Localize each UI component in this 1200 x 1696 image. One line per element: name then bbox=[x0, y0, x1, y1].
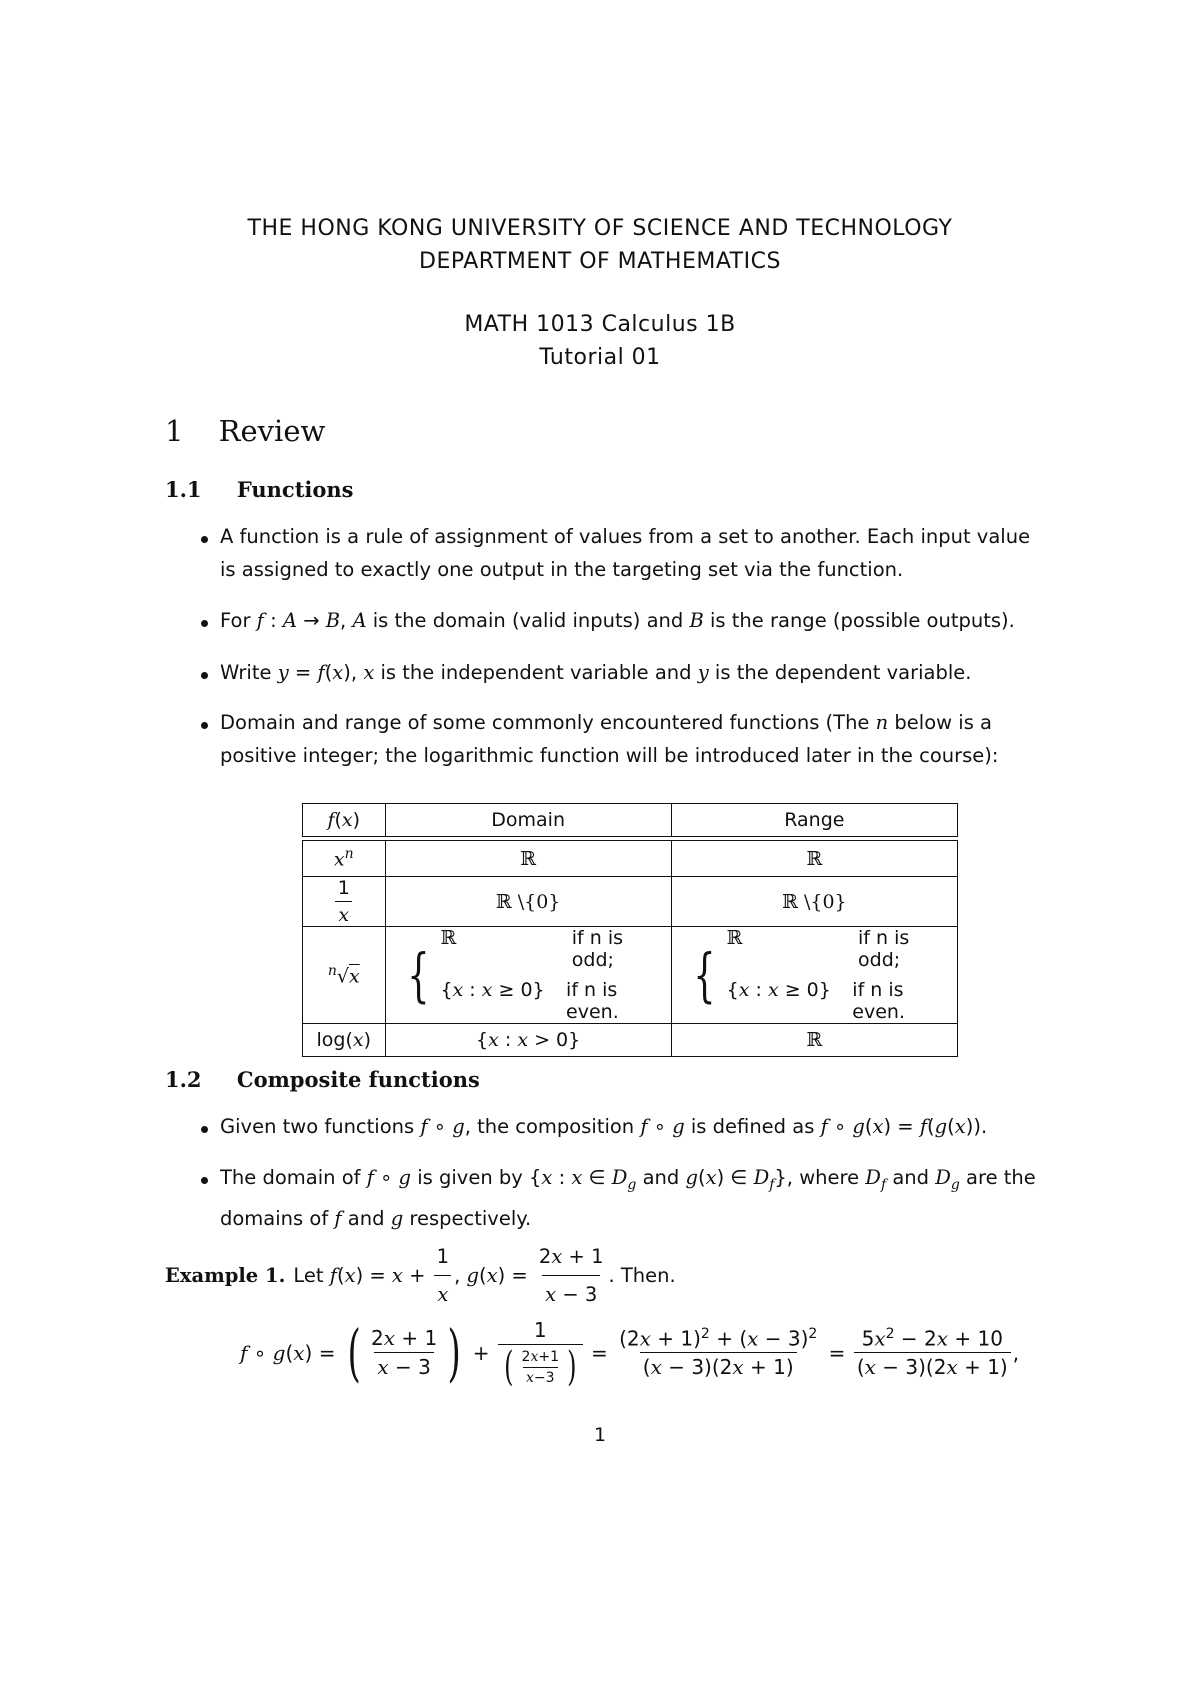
bullet-function-definition: A function is a rule of assignment of values from a set to another. Each input value is assigned to exactly one output in the targeting set via the function. bbox=[220, 525, 1031, 581]
bullet-dot bbox=[201, 1126, 208, 1133]
table-row: $\frac{1}{x}$ ℝ \{0} ℝ \{0} bbox=[303, 877, 958, 927]
bullet-dot bbox=[201, 1177, 208, 1184]
bullet-composition-domain: The domain of f ∘ g is given by {x : x ∈ $D_g$ and g(x) ∈ $D_f$}, where $D_f$ and $D_g$ are the domains of f and g respectively. bbox=[220, 1166, 1036, 1230]
section-title: Review bbox=[218, 414, 326, 448]
department-name: DEPARTMENT OF MATHEMATICS bbox=[419, 249, 781, 274]
case-odd: if n is odd; bbox=[858, 927, 910, 971]
table-header-range: Range bbox=[671, 804, 957, 837]
table-header-domain: Domain bbox=[385, 804, 671, 837]
bullet-domain-range: For f : A → B, A is the domain (valid inputs) and B is the range (possible outputs). bbox=[220, 609, 1015, 632]
section-heading bbox=[165, 414, 325, 448]
page-number: 1 bbox=[593, 1424, 607, 1446]
section-number: 1 bbox=[165, 414, 184, 448]
table-header-row bbox=[303, 804, 958, 837]
bullet-composition-definition: Given two functions f ∘ g, the composition f ∘ g is defined as f ∘ g(x) = f(g(x)). bbox=[220, 1115, 988, 1138]
table-header-fx: f(x) bbox=[303, 804, 386, 837]
case-odd: if n is odd; bbox=[571, 927, 624, 971]
case-even: if n is even. bbox=[566, 979, 619, 1023]
subsection-composite-heading bbox=[165, 1067, 480, 1092]
bullet-dot bbox=[201, 620, 208, 627]
subsection-number: 1.2 bbox=[165, 1067, 202, 1092]
bullet-dot bbox=[201, 536, 208, 543]
course-title: MATH 1013 Calculus 1B bbox=[464, 312, 736, 337]
example-equation: f ∘ g(x) = ( $\frac{2x + 1}{x - 3}$ ) + 1 ( $\frac{2x+1}{x-3}$ ) = $\frac{(2x + 1)^2 + (x - 3)^2}{(x - 3)(2x + 1)}$ = $\frac{5x^2 - 2x + 10}{(x - 3)(2x + 1)}$ , bbox=[240, 1315, 1020, 1390]
table-row: $x^n$ ℝ ℝ bbox=[303, 841, 958, 877]
domain-range-table bbox=[302, 803, 958, 1057]
subsection-title: Functions bbox=[236, 477, 354, 502]
subsection-number: 1.1 bbox=[165, 477, 202, 502]
table-row: log(x) {x : x > 0} ℝ bbox=[303, 1024, 958, 1057]
bullet-dot bbox=[201, 672, 208, 679]
table-row: $^n$√x { ℝ if n is odd; {x : x ≥ 0} if n is even. { ℝ if n is odd; {x : x ≥ 0} if n is even. bbox=[303, 927, 958, 1024]
bullet-variables: Write y = f(x), x is the independent variable and y is the dependent variable. bbox=[220, 661, 972, 684]
example-label: Example 1. bbox=[165, 1264, 286, 1287]
university-name: THE HONG KONG UNIVERSITY OF SCIENCE AND TECHNOLOGY bbox=[247, 216, 953, 241]
tutorial-title: Tutorial 01 bbox=[539, 345, 661, 370]
subsection-functions-heading bbox=[165, 477, 354, 502]
bullet-dot bbox=[201, 722, 208, 729]
case-even: if n is even. bbox=[852, 979, 906, 1023]
subsection-title: Composite functions bbox=[236, 1067, 480, 1092]
example-statement: Example 1. Let f(x) = x + $\frac{1}{x}$ , g(x) = $\frac{2x + 1}{x - 3}$ . Then. bbox=[165, 1240, 676, 1311]
bullet-common-functions: Domain and range of some commonly encountered functions (The n below is a positive integer; the logarithmic function will be introduced later in the course): bbox=[220, 711, 999, 767]
